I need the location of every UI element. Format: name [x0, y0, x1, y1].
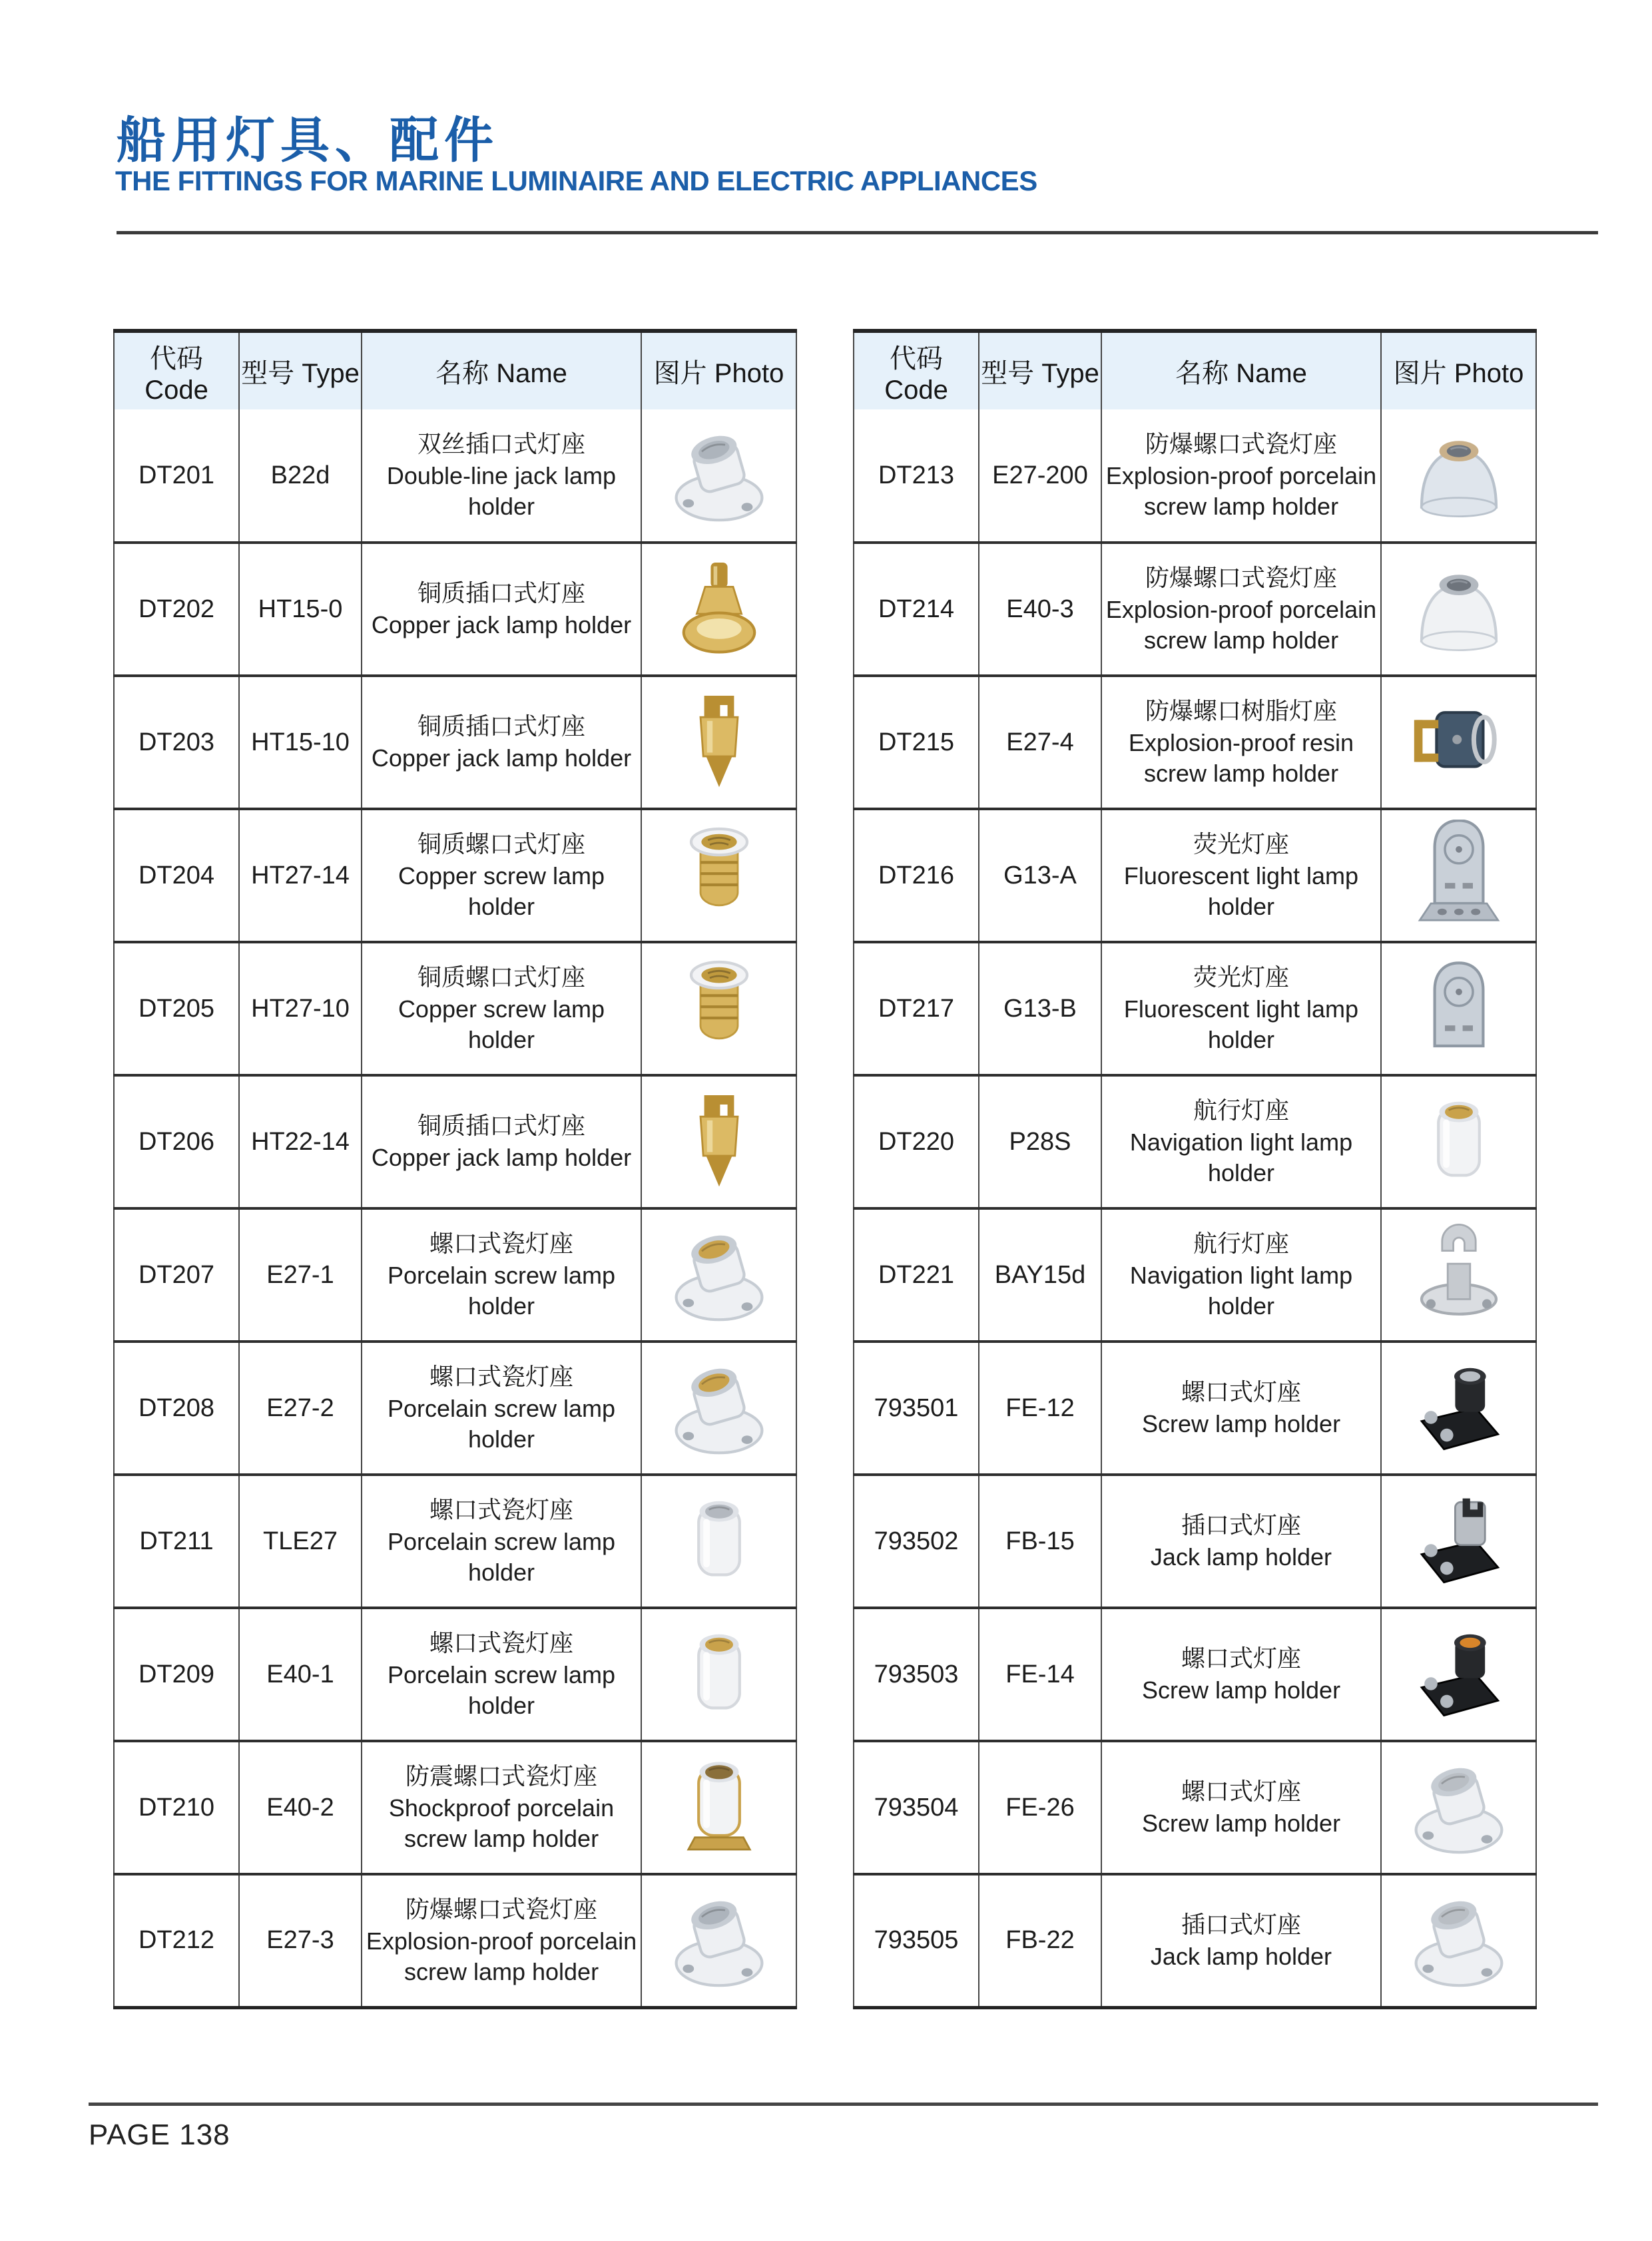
product-name-zh: 铜质螺口式灯座: [417, 830, 585, 858]
product-code: DT217: [854, 942, 979, 1075]
product-name-en: Copper screw lamp holder: [398, 995, 605, 1053]
product-type: E40-2: [239, 1741, 362, 1874]
product-row: [114, 1741, 796, 1874]
product-row: [114, 543, 796, 676]
product-photo-cell: [1381, 809, 1536, 942]
product-name-en: Copper jack lamp holder: [371, 744, 632, 772]
product-photo-cell: [641, 1075, 796, 1208]
product-code: DT216: [854, 809, 979, 942]
product-photo-cell: [641, 1475, 796, 1608]
product-code: DT210: [114, 1741, 239, 1874]
product-name-zh: 防爆螺口树脂灯座: [1145, 697, 1337, 724]
product-photo-icon: [663, 1352, 775, 1464]
product-name: [1101, 543, 1381, 676]
product-type: HT22-14: [239, 1075, 362, 1208]
product-photo-icon: [1403, 1219, 1515, 1331]
product-type: TLE27: [239, 1475, 362, 1608]
product-photo-icon: [1403, 419, 1515, 531]
product-row: [854, 1075, 1536, 1208]
header-divider: [117, 231, 1598, 234]
product-name-en: Porcelain screw lamp holder: [387, 1528, 616, 1586]
product-name: [362, 1874, 641, 2007]
product-photo-icon: [663, 1752, 775, 1864]
product-name-en: Porcelain screw lamp holder: [387, 1395, 616, 1453]
product-name-en: Navigation light lamp holder: [1129, 1262, 1353, 1320]
product-name-zh: 防爆螺口式瓷灯座: [1145, 564, 1337, 591]
product-photo-cell: [641, 1741, 796, 1874]
product-photo-icon: [1403, 686, 1515, 798]
product-name: [362, 1741, 641, 1874]
product-type: E40-1: [239, 1608, 362, 1741]
product-photo-cell: [1381, 1342, 1536, 1475]
product-name: [362, 1075, 641, 1208]
catalog-tables: [113, 329, 1535, 2009]
product-type: FB-15: [979, 1475, 1101, 1608]
product-name-zh: 螺口式灯座: [1181, 1644, 1301, 1672]
product-code: 793505: [854, 1874, 979, 2007]
table-header-row: [114, 331, 796, 409]
product-photo-cell: [1381, 942, 1536, 1075]
product-type: E27-200: [979, 409, 1101, 543]
product-row: [854, 676, 1536, 809]
product-name-zh: 防爆螺口式瓷灯座: [405, 1895, 597, 1923]
product-type: HT27-10: [239, 942, 362, 1075]
product-photo-cell: [641, 809, 796, 942]
product-row: [854, 1342, 1536, 1475]
page-title-english: THE FITTINGS FOR MARINE LUMINAIRE AND ELECTRIC APPLIANCES: [115, 165, 1037, 196]
product-type: E27-1: [239, 1208, 362, 1342]
product-name-zh: 铜质插口式灯座: [417, 579, 585, 607]
product-photo-cell: [641, 543, 796, 676]
product-photo-cell: [641, 1342, 796, 1475]
product-photo-icon: [663, 553, 775, 665]
product-type: B22d: [239, 409, 362, 543]
product-name-zh: 防震螺口式瓷灯座: [405, 1762, 597, 1790]
product-row: [114, 1608, 796, 1741]
product-name-zh: 荧光灯座: [1193, 963, 1289, 991]
product-photo-cell: [1381, 1741, 1536, 1874]
product-row: [854, 809, 1536, 942]
column-header-type: 型号 Type: [979, 331, 1101, 409]
product-name: [1101, 1741, 1381, 1874]
product-name-en: Explosion-proof porcelain screw lamp holder: [1105, 462, 1377, 520]
product-photo-icon: [1403, 1485, 1515, 1597]
product-name: [1101, 942, 1381, 1075]
product-name: [362, 1342, 641, 1475]
product-photo-cell: [1381, 1475, 1536, 1608]
product-type: FE-14: [979, 1608, 1101, 1741]
product-name-en: Fluorescent light lamp holder: [1123, 995, 1359, 1053]
product-row: [114, 1208, 796, 1342]
product-name: [1101, 1874, 1381, 2007]
page-number: PAGE 138: [89, 2118, 230, 2151]
product-photo-cell: [1381, 676, 1536, 809]
catalog-table-left: [113, 329, 797, 2009]
product-photo-icon: [663, 1086, 775, 1198]
product-name-en: Copper jack lamp holder: [371, 1144, 632, 1171]
product-code: DT208: [114, 1342, 239, 1475]
product-row: [854, 1475, 1536, 1608]
product-name-en: Jack lamp holder: [1150, 1942, 1332, 1970]
product-name-zh: 防爆螺口式瓷灯座: [1145, 430, 1337, 457]
product-code: DT220: [854, 1075, 979, 1208]
product-code: 793501: [854, 1342, 979, 1475]
product-photo-cell: [1381, 1608, 1536, 1741]
product-code: DT215: [854, 676, 979, 809]
footer-divider: [89, 2103, 1598, 2106]
product-type: G13-B: [979, 942, 1101, 1075]
product-type: HT27-14: [239, 809, 362, 942]
product-code: 793504: [854, 1741, 979, 1874]
product-photo-icon: [1403, 1885, 1515, 1997]
table-header-row: [854, 331, 1536, 409]
product-type: E40-3: [979, 543, 1101, 676]
product-name-en: Explosion-proof resin screw lamp holder: [1128, 729, 1354, 787]
product-photo-icon: [663, 1485, 775, 1597]
product-type: E27-2: [239, 1342, 362, 1475]
product-name-en: Fluorescent light lamp holder: [1123, 862, 1359, 920]
product-photo-cell: [1381, 1874, 1536, 2007]
product-photo-icon: [663, 686, 775, 798]
product-name-en: Screw lamp holder: [1141, 1676, 1341, 1704]
product-row: [854, 1741, 1536, 1874]
product-photo-icon: [1403, 1352, 1515, 1464]
product-name: [362, 942, 641, 1075]
catalog-table-right: [853, 329, 1537, 2009]
product-name: [1101, 409, 1381, 543]
product-row: [114, 409, 796, 543]
product-name-zh: 荧光灯座: [1193, 830, 1289, 858]
product-name: [1101, 1075, 1381, 1208]
product-code: DT211: [114, 1475, 239, 1608]
product-photo-icon: [663, 820, 775, 931]
product-name-en: Porcelain screw lamp holder: [387, 1661, 616, 1719]
product-name-zh: 螺口式瓷灯座: [429, 1230, 573, 1257]
product-photo-cell: [641, 1208, 796, 1342]
column-header-photo: 图片 Photo: [1381, 331, 1536, 409]
page-title-chinese: 船用灯具、配件: [117, 113, 499, 168]
product-photo-icon: [1403, 953, 1515, 1065]
product-type: G13-A: [979, 809, 1101, 942]
product-code: DT212: [114, 1874, 239, 2007]
product-name-en: Navigation light lamp holder: [1129, 1128, 1353, 1186]
product-photo-icon: [663, 419, 775, 531]
product-photo-icon: [1403, 1086, 1515, 1198]
product-code: DT207: [114, 1208, 239, 1342]
product-name-en: Jack lamp holder: [1150, 1543, 1332, 1571]
column-header-photo: 图片 Photo: [641, 331, 796, 409]
product-code: DT209: [114, 1608, 239, 1741]
product-photo-icon: [663, 953, 775, 1065]
product-row: [114, 676, 796, 809]
product-name-zh: 铜质插口式灯座: [417, 712, 585, 740]
product-name-zh: 螺口式瓷灯座: [429, 1629, 573, 1656]
product-code: DT205: [114, 942, 239, 1075]
product-name: [362, 809, 641, 942]
product-name: [362, 1475, 641, 1608]
product-photo-cell: [641, 1874, 796, 2007]
product-name-zh: 航行灯座: [1193, 1230, 1289, 1257]
product-code: DT204: [114, 809, 239, 942]
product-name: [1101, 1475, 1381, 1608]
product-type: BAY15d: [979, 1208, 1101, 1342]
product-name-zh: 螺口式灯座: [1181, 1778, 1301, 1805]
product-name-zh: 螺口式灯座: [1181, 1378, 1301, 1405]
product-name: [362, 543, 641, 676]
product-name-en: Screw lamp holder: [1141, 1410, 1341, 1437]
product-photo-cell: [641, 409, 796, 543]
product-name-zh: 螺口式瓷灯座: [429, 1363, 573, 1390]
product-name-en: Copper screw lamp holder: [398, 862, 605, 920]
product-code: DT214: [854, 543, 979, 676]
product-name-en: Shockproof porcelain screw lamp holder: [388, 1794, 615, 1852]
product-name: [1101, 1342, 1381, 1475]
product-row: [854, 1874, 1536, 2007]
column-header-name: 名称 Name: [362, 331, 641, 409]
product-code: DT202: [114, 543, 239, 676]
product-type: P28S: [979, 1075, 1101, 1208]
product-name-zh: 铜质螺口式灯座: [417, 963, 585, 991]
product-name-en: Copper jack lamp holder: [371, 611, 632, 638]
product-type: FE-12: [979, 1342, 1101, 1475]
product-code: 793503: [854, 1608, 979, 1741]
product-photo-cell: [1381, 1208, 1536, 1342]
product-name-zh: 插口式灯座: [1181, 1910, 1301, 1938]
product-row: [114, 1342, 796, 1475]
product-type: E27-3: [239, 1874, 362, 2007]
product-code: DT203: [114, 676, 239, 809]
product-name: [362, 676, 641, 809]
product-row: [854, 1608, 1536, 1741]
product-photo-icon: [1403, 553, 1515, 665]
product-code: DT201: [114, 409, 239, 543]
product-row: [854, 409, 1536, 543]
product-name: [1101, 676, 1381, 809]
product-name: [362, 1608, 641, 1741]
product-name: [1101, 1208, 1381, 1342]
product-row: [854, 1208, 1536, 1342]
product-code: DT213: [854, 409, 979, 543]
product-photo-icon: [1403, 1752, 1515, 1864]
product-name: [1101, 1608, 1381, 1741]
product-type: HT15-0: [239, 543, 362, 676]
product-name-en: Explosion-proof porcelain screw lamp holder: [366, 1927, 637, 1985]
product-photo-icon: [663, 1219, 775, 1331]
product-name-zh: 插口式灯座: [1181, 1511, 1301, 1539]
product-photo-cell: [641, 1608, 796, 1741]
product-row: [114, 809, 796, 942]
product-photo-cell: [641, 676, 796, 809]
product-code: 793502: [854, 1475, 979, 1608]
product-photo-icon: [1403, 820, 1515, 931]
column-header-code: 代码 Code: [114, 331, 239, 409]
product-name-zh: 双丝插口式灯座: [417, 430, 585, 457]
product-name-en: Screw lamp holder: [1141, 1810, 1341, 1837]
product-name: [1101, 809, 1381, 942]
product-photo-icon: [1403, 1618, 1515, 1730]
product-name-zh: 铜质插口式灯座: [417, 1112, 585, 1139]
product-name-zh: 航行灯座: [1193, 1097, 1289, 1124]
product-code: DT206: [114, 1075, 239, 1208]
product-name-zh: 螺口式瓷灯座: [429, 1496, 573, 1523]
product-row: [114, 1874, 796, 2007]
product-row: [114, 942, 796, 1075]
product-photo-cell: [1381, 1075, 1536, 1208]
product-type: HT15-10: [239, 676, 362, 809]
product-row: [114, 1475, 796, 1608]
product-name-en: Explosion-proof porcelain screw lamp holder: [1105, 596, 1377, 654]
product-name: [362, 1208, 641, 1342]
column-header-code: 代码 Code: [854, 331, 979, 409]
product-code: DT221: [854, 1208, 979, 1342]
column-header-type: 型号 Type: [239, 331, 362, 409]
product-row: [854, 543, 1536, 676]
product-name-en: Double-line jack lamp holder: [386, 462, 617, 520]
column-header-name: 名称 Name: [1101, 331, 1381, 409]
product-photo-cell: [1381, 543, 1536, 676]
product-name: [362, 409, 641, 543]
product-name-en: Porcelain screw lamp holder: [387, 1262, 616, 1320]
product-type: FE-26: [979, 1741, 1101, 1874]
product-photo-icon: [663, 1618, 775, 1730]
product-row: [854, 942, 1536, 1075]
product-type: FB-22: [979, 1874, 1101, 2007]
product-type: E27-4: [979, 676, 1101, 809]
product-photo-cell: [1381, 409, 1536, 543]
product-row: [114, 1075, 796, 1208]
product-photo-cell: [641, 942, 796, 1075]
product-photo-icon: [663, 1885, 775, 1997]
